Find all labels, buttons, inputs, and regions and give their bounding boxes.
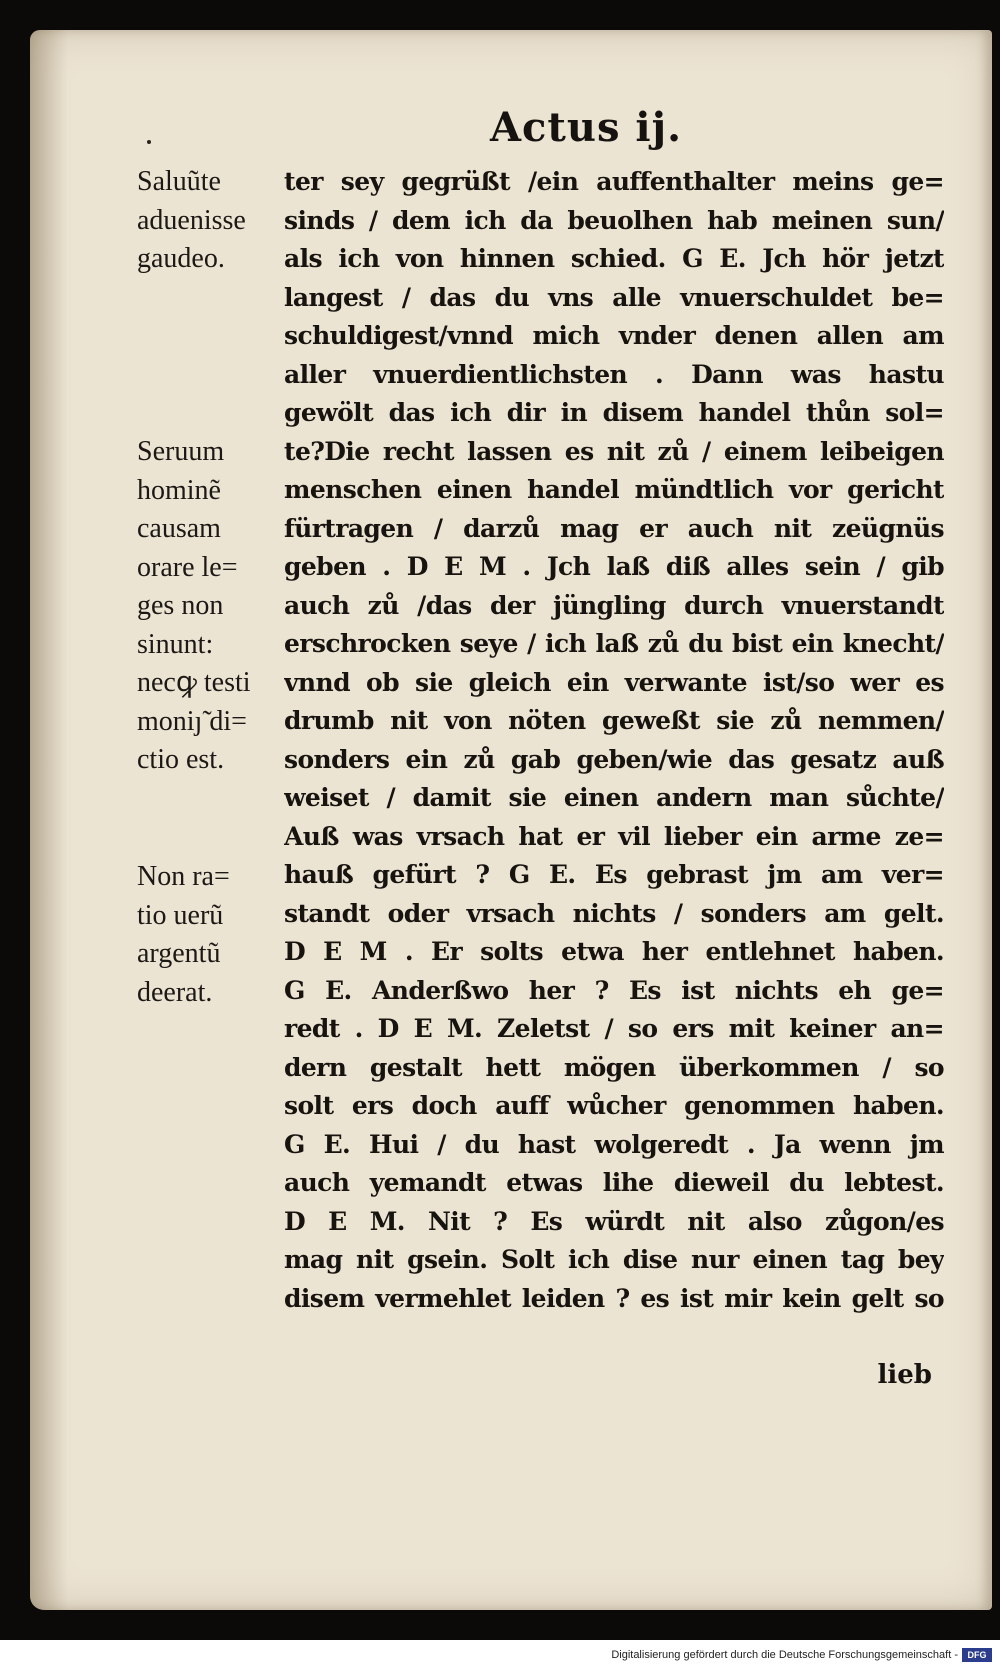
side-note-line: Non ra= <box>137 861 230 892</box>
side-note-line: tio uerũ <box>137 899 224 931</box>
text-line: ter sey gegrüßt /ein auffenthalter meins ge= <box>284 167 944 196</box>
side-note-line: moniȷ̃ di= <box>137 705 247 737</box>
side-note-line: Seruum <box>137 436 225 467</box>
body-text <box>284 163 944 1318</box>
text-line: D E M. Nit ? Es würdt nit also zůgon/es <box>284 1206 944 1236</box>
catchword: lieb <box>877 1360 932 1390</box>
dfg-logo: DFG <box>962 1648 992 1662</box>
text-line: erschrocken seye / ich laß zů du bist ein knecht/ <box>284 629 944 658</box>
text-line: vnnd ob sie gleich ein verwante ist/so wer es <box>284 667 944 697</box>
side-note-line: deerat. <box>137 976 213 1008</box>
text-line: menschen einen handel mündtlich vor gericht <box>284 475 944 504</box>
text-line: dern gestalt hett mögen überkommen / so <box>284 1052 944 1082</box>
side-note-line: aduenisse <box>137 204 246 236</box>
side-note-line: sinunt: <box>137 628 214 660</box>
margin-mark <box>147 140 151 144</box>
text-line: fürtragen / darzů mag er auch nit zeügnüs <box>284 513 944 543</box>
text-line: hauß gefürt ? G E. Es gebrast jm am ver= <box>284 860 944 889</box>
text-line: G E. Hui / du hast wolgeredt . Ja wenn jm <box>284 1129 944 1159</box>
text-line: aller vnuerdientlichsten . Dann was hastu <box>284 359 944 389</box>
side-note <box>137 858 230 1012</box>
text-line: redt . D E M. Zeletst / so ers mit keiner an= <box>284 1014 944 1043</box>
text-line: Auß was vrsach hat er vil lieber ein arme ze= <box>284 821 944 851</box>
side-note-line: necꝙ testi <box>137 667 251 698</box>
side-note-line: ctio est. <box>137 744 225 775</box>
side-note-line: gaudeo. <box>137 243 225 274</box>
text-line: standt oder vrsach nichts / sonders am gelt. <box>284 898 944 928</box>
text-line: mag nit gsein. Solt ich dise nur einen tag bey <box>284 1245 944 1274</box>
side-note-line: orare le= <box>137 551 238 583</box>
side-note-line: argentũ <box>137 938 221 969</box>
text-line: weiset / damit sie einen andern man sůchte/ <box>284 783 944 812</box>
side-note-line: ges non <box>137 590 224 621</box>
text-line: auch zů /das der jüngling durch vnuerstandt <box>284 590 944 620</box>
text-line: gewölt das ich dir in disem handel thůn sol= <box>284 398 944 427</box>
text-line: geben . D E M . Jch laß diß alles sein / gib <box>284 552 944 581</box>
text-line: drumb nit von nöten geweßt sie zů nemmen/ <box>284 706 944 735</box>
side-note-line: Saluũte <box>137 166 221 197</box>
text-line: G E. Anderßwo her ? Es ist nichts eh ge= <box>284 975 944 1005</box>
text-line: te?Die recht lassen es nit zů / einem leibeigen <box>284 436 944 466</box>
text-line: langest / das du vns alle vnuerschuldet be= <box>284 282 944 312</box>
text-line: sinds / dem ich da beuolhen hab meinen sun/ <box>284 205 944 235</box>
text-line: schuldigest/vnnd mich vnder denen allen am <box>284 321 944 350</box>
text-line: als ich von hinnen schied. G E. Jch hör jetzt <box>284 244 944 273</box>
running-head: Actus ij. <box>490 104 682 151</box>
text-line: auch yemandt etwas lihe dieweil du lebtest. <box>284 1168 944 1197</box>
text-line: disem vermehlet leiden ? es ist mir kein gelt so <box>284 1283 944 1313</box>
side-note <box>137 433 251 780</box>
side-note-line: causam <box>137 513 221 544</box>
footer-credit: Digitalisierung gefördert durch die Deutsche Forschungsgemeinschaft - <box>611 1649 958 1661</box>
text-line: solt ers doch auff wůcher genommen haben. <box>284 1091 944 1120</box>
text-line: D E M . Er solts etwa her entlehnet haben. <box>284 937 944 966</box>
side-note <box>137 163 246 279</box>
side-note-line: hominẽ <box>137 474 221 506</box>
text-line: sonders ein zů gab geben/wie das gesatz auß <box>284 744 944 774</box>
